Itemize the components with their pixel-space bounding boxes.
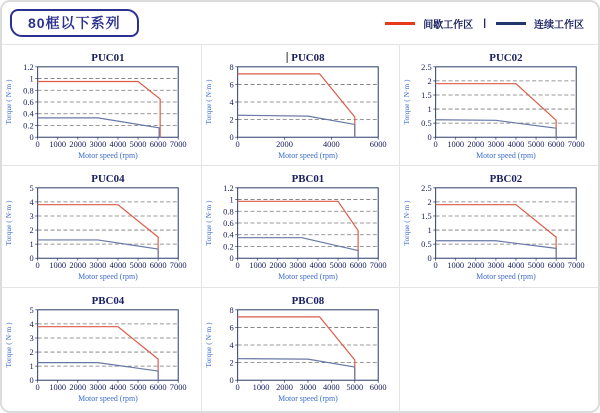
y-tick-label: 0 bbox=[427, 132, 433, 143]
series-continuous bbox=[237, 238, 357, 259]
series-intermittent bbox=[38, 327, 158, 381]
chart-pbc02 bbox=[399, 165, 598, 287]
chart-puc04 bbox=[2, 165, 201, 287]
y-axis-label: Torque ( N·m ) bbox=[402, 79, 412, 125]
y-tick-label: 0 bbox=[229, 132, 234, 143]
torque-speed-chart bbox=[400, 166, 598, 286]
y-tick-label: 0 bbox=[229, 253, 234, 264]
x-tick-label: 2000 bbox=[269, 260, 286, 271]
torque-speed-chart bbox=[400, 45, 598, 165]
x-tick-label: 1000 bbox=[49, 382, 67, 393]
x-tick-label: 4000 bbox=[322, 382, 340, 393]
y-tick-label: 0.2 bbox=[222, 241, 234, 252]
x-tick-label: 3000 bbox=[289, 260, 306, 271]
chart-puc01 bbox=[2, 44, 201, 165]
x-tick-label: 7000 bbox=[568, 139, 585, 150]
x-tick-label: 7000 bbox=[170, 382, 187, 393]
x-axis-label: Motor speed (rpm) bbox=[277, 394, 338, 404]
x-tick-label: 0 bbox=[235, 260, 240, 271]
x-tick-label: 7000 bbox=[369, 260, 387, 271]
x-tick-label: 1000 bbox=[248, 260, 266, 271]
y-axis-label: Torque ( N·m ) bbox=[203, 322, 213, 368]
x-tick-label: 3000 bbox=[487, 139, 505, 150]
y-tick-label: 5 bbox=[29, 304, 35, 315]
x-tick-label: 0 bbox=[35, 382, 41, 393]
x-tick-label: 3000 bbox=[487, 260, 505, 271]
y-tick-label: 1 bbox=[229, 194, 234, 205]
x-tick-label: 6000 bbox=[369, 139, 387, 150]
torque-speed-chart bbox=[2, 45, 200, 165]
x-axis-label: Motor speed (rpm) bbox=[78, 394, 139, 404]
x-tick-label: 5000 bbox=[346, 382, 363, 393]
x-tick-label: 4000 bbox=[322, 139, 340, 150]
x-tick-label: 1000 bbox=[49, 260, 67, 271]
x-tick-label: 6000 bbox=[548, 260, 565, 271]
legend-label-intermittent: 间歇工作区 bbox=[423, 19, 474, 31]
x-tick-label: 7000 bbox=[170, 139, 187, 150]
x-tick-label: 0 bbox=[235, 382, 240, 393]
y-tick-label: 1 bbox=[427, 104, 433, 115]
y-tick-label: 4 bbox=[29, 196, 35, 207]
x-tick-label: 1000 bbox=[447, 139, 465, 150]
y-axis-label: Torque ( N·m ) bbox=[4, 79, 14, 125]
x-tick-label: 6000 bbox=[548, 139, 565, 150]
y-tick-label: 1.2 bbox=[23, 61, 35, 72]
y-tick-label: 0 bbox=[427, 253, 433, 264]
y-tick-label: 2 bbox=[29, 347, 35, 358]
x-tick-label: 5000 bbox=[129, 139, 147, 150]
x-axis-label: Motor speed (rpm) bbox=[476, 151, 537, 161]
series-continuous bbox=[237, 115, 354, 137]
x-tick-label: 4000 bbox=[109, 139, 127, 150]
y-tick-label: 1 bbox=[29, 361, 35, 372]
x-tick-label: 1000 bbox=[49, 139, 67, 150]
y-tick-label: 4 bbox=[229, 339, 234, 351]
y-tick-label: 4 bbox=[29, 318, 35, 329]
x-tick-label: 2000 bbox=[467, 260, 485, 271]
y-tick-label: 0.8 bbox=[23, 85, 35, 96]
chart-title: PBC04 bbox=[91, 294, 125, 307]
y-axis-label: Torque ( N·m ) bbox=[203, 79, 213, 125]
x-tick-label: 5000 bbox=[527, 260, 545, 271]
series-continuous bbox=[237, 359, 354, 381]
series-intermittent bbox=[38, 205, 158, 259]
x-tick-label: 0 bbox=[433, 139, 439, 150]
y-axis-label: Torque ( N·m ) bbox=[203, 200, 213, 246]
y-tick-label: 0.5 bbox=[421, 118, 433, 129]
chart-title: PUC08 bbox=[290, 51, 325, 64]
y-tick-label: 0.2 bbox=[23, 120, 35, 131]
x-tick-label: 2000 bbox=[69, 382, 87, 393]
y-tick-label: 0.6 bbox=[222, 217, 234, 229]
y-tick-label: 6 bbox=[229, 322, 234, 333]
y-tick-label: 4 bbox=[229, 96, 234, 108]
y-tick-label: 0.5 bbox=[421, 239, 433, 250]
chart-puc08 bbox=[201, 44, 400, 165]
x-tick-label: 2000 bbox=[69, 139, 87, 150]
torque-speed-chart bbox=[202, 288, 400, 408]
y-tick-label: 0.6 bbox=[23, 96, 35, 108]
x-tick-label: 5000 bbox=[527, 139, 545, 150]
series-title-badge: 80框以下系列 bbox=[10, 9, 139, 37]
chart-title: PBC01 bbox=[291, 172, 324, 185]
series-continuous bbox=[38, 240, 158, 258]
chart-pbc08 bbox=[201, 287, 400, 411]
series-continuous bbox=[436, 120, 556, 137]
plot-border bbox=[436, 67, 577, 137]
x-tick-label: 0 bbox=[35, 260, 41, 271]
chart-puc02 bbox=[399, 44, 598, 165]
y-tick-label: 0 bbox=[29, 253, 35, 264]
series-intermittent bbox=[237, 74, 354, 137]
x-tick-label: 6000 bbox=[150, 139, 167, 150]
x-axis-label: Motor speed (rpm) bbox=[476, 272, 537, 282]
x-tick-label: 4000 bbox=[507, 260, 525, 271]
x-tick-label: 4000 bbox=[109, 382, 127, 393]
x-tick-label: 3000 bbox=[89, 139, 107, 150]
y-tick-label: 1 bbox=[427, 225, 433, 236]
x-tick-label: 6000 bbox=[150, 260, 167, 271]
torque-speed-chart bbox=[202, 166, 400, 286]
y-tick-label: 0 bbox=[29, 132, 35, 143]
x-tick-label: 6000 bbox=[369, 382, 387, 393]
legend-red-line-swatch bbox=[385, 22, 415, 25]
chart-title: PUC01 bbox=[91, 51, 125, 64]
y-tick-label: 2 bbox=[29, 225, 35, 236]
y-tick-label: 3 bbox=[29, 332, 35, 343]
plot-border bbox=[38, 310, 179, 380]
series-intermittent bbox=[436, 205, 556, 259]
series-intermittent bbox=[38, 81, 161, 137]
y-tick-label: 0.8 bbox=[222, 206, 234, 217]
torque-speed-chart bbox=[2, 288, 200, 408]
x-tick-label: 3000 bbox=[89, 382, 107, 393]
page-header bbox=[2, 2, 598, 44]
y-tick-label: 8 bbox=[229, 61, 234, 72]
x-tick-label: 3000 bbox=[299, 382, 316, 393]
x-tick-label: 4000 bbox=[109, 260, 127, 271]
x-tick-label: 1000 bbox=[252, 382, 270, 393]
y-tick-label: 0 bbox=[229, 375, 234, 386]
y-tick-label: 2.5 bbox=[421, 61, 433, 72]
x-tick-label: 5000 bbox=[129, 382, 147, 393]
legend-navy-line-swatch bbox=[496, 22, 526, 25]
y-axis-label: Torque ( N·m ) bbox=[402, 200, 412, 246]
x-tick-label: 7000 bbox=[568, 260, 585, 271]
y-tick-label: 3 bbox=[29, 210, 35, 221]
x-tick-label: 4000 bbox=[309, 260, 327, 271]
torque-speed-chart bbox=[2, 166, 200, 286]
x-tick-label: 6000 bbox=[150, 382, 167, 393]
y-tick-label: 1 bbox=[29, 73, 35, 84]
x-tick-label: 0 bbox=[433, 260, 439, 271]
x-axis-label: Motor speed (rpm) bbox=[78, 151, 139, 161]
x-tick-label: 0 bbox=[35, 139, 41, 150]
y-tick-label: 0.4 bbox=[23, 108, 35, 119]
x-tick-label: 5000 bbox=[129, 260, 147, 271]
empty-cell bbox=[399, 287, 598, 411]
y-tick-label: 2 bbox=[229, 357, 234, 368]
chart-title: PBC02 bbox=[489, 172, 523, 185]
series-continuous bbox=[436, 241, 556, 258]
x-tick-label: 1000 bbox=[447, 260, 465, 271]
x-tick-label: 7000 bbox=[170, 260, 187, 271]
y-tick-label: 5 bbox=[29, 182, 35, 193]
legend-separator: | bbox=[483, 17, 486, 29]
y-tick-label: 1.2 bbox=[222, 182, 234, 193]
x-axis-label: Motor speed (rpm) bbox=[277, 272, 338, 282]
legend bbox=[385, 16, 584, 31]
x-tick-label: 2000 bbox=[275, 382, 293, 393]
x-tick-label: 2000 bbox=[275, 139, 293, 150]
legend-label-continuous: 连续工作区 bbox=[534, 19, 584, 31]
y-tick-label: 2.5 bbox=[421, 182, 433, 193]
chart-pbc04 bbox=[2, 287, 201, 411]
torque-speed-chart bbox=[202, 45, 400, 165]
chart-title: PBC08 bbox=[291, 294, 324, 307]
y-axis-label: Torque ( N·m ) bbox=[4, 322, 14, 368]
chart-title: PUC04 bbox=[91, 172, 125, 185]
plot-border bbox=[38, 188, 179, 258]
chart-pbc01 bbox=[201, 165, 400, 287]
x-tick-label: 2000 bbox=[467, 139, 485, 150]
x-tick-label: 3000 bbox=[89, 260, 107, 271]
y-tick-label: 0.4 bbox=[222, 229, 234, 240]
y-tick-label: 2 bbox=[427, 196, 433, 207]
x-tick-label: 4000 bbox=[507, 139, 525, 150]
y-tick-label: 1.5 bbox=[421, 89, 433, 100]
x-tick-label: 5000 bbox=[329, 260, 347, 271]
x-axis-label: Motor speed (rpm) bbox=[277, 151, 338, 161]
x-tick-label: 0 bbox=[235, 139, 240, 150]
y-tick-label: 1 bbox=[29, 239, 35, 250]
chart-grid bbox=[2, 44, 598, 411]
y-tick-label: 2 bbox=[427, 75, 433, 86]
y-axis-label: Torque ( N·m ) bbox=[4, 200, 14, 246]
chart-title: PUC02 bbox=[489, 51, 523, 64]
series-intermittent bbox=[237, 201, 357, 258]
y-tick-label: 8 bbox=[229, 304, 234, 315]
y-tick-label: 0 bbox=[29, 375, 35, 386]
series-intermittent bbox=[436, 84, 556, 138]
y-tick-label: 1.5 bbox=[421, 210, 433, 221]
y-tick-label: 6 bbox=[229, 79, 234, 90]
x-tick-label: 2000 bbox=[69, 260, 87, 271]
series-intermittent bbox=[237, 317, 354, 380]
x-axis-label: Motor speed (rpm) bbox=[78, 272, 139, 282]
y-tick-label: 2 bbox=[229, 114, 234, 125]
x-tick-label: 6000 bbox=[349, 260, 367, 271]
series-continuous bbox=[38, 118, 160, 137]
series-continuous bbox=[38, 363, 158, 381]
